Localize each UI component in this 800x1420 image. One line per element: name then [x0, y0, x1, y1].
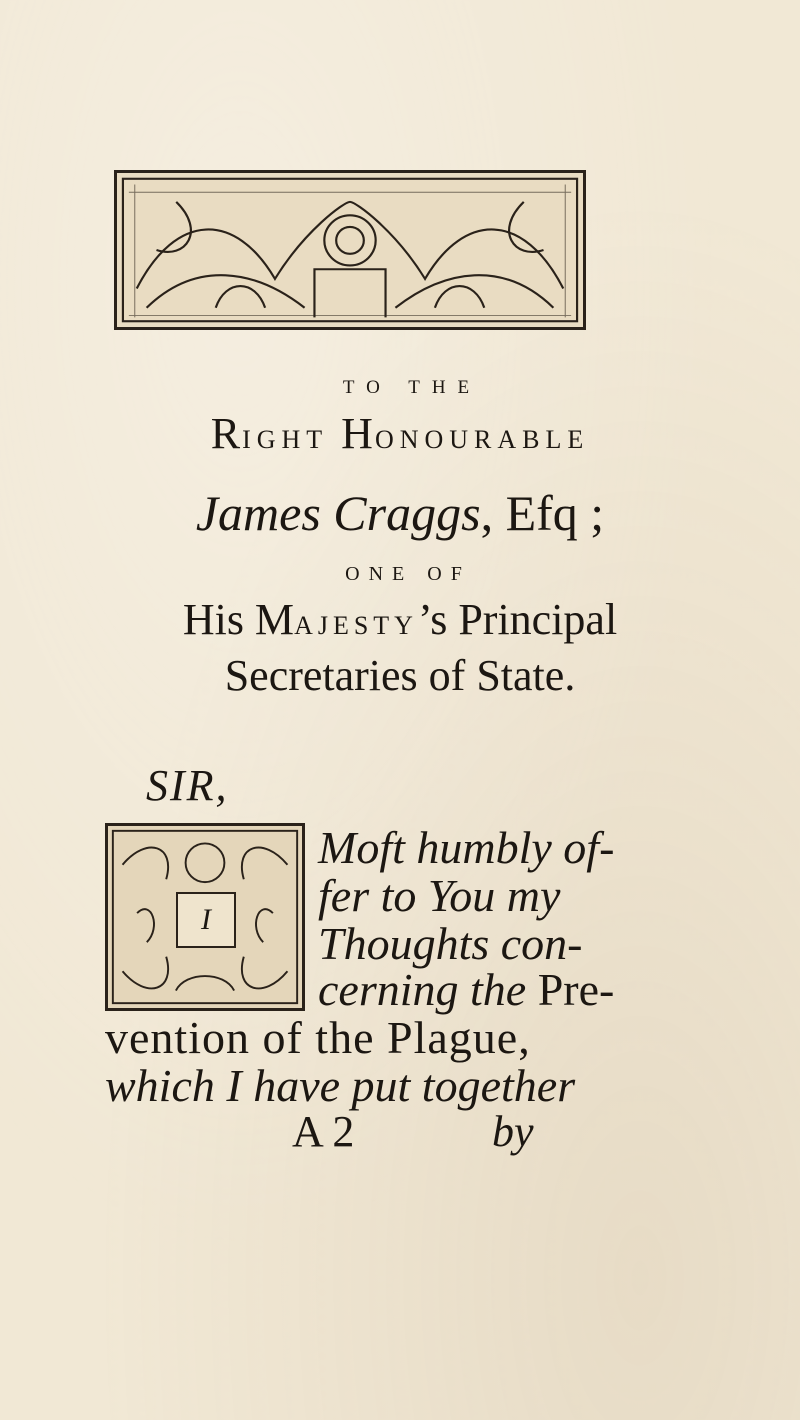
- text-line-6-content: which I have put together: [105, 1060, 576, 1111]
- addressee-name: [0, 484, 800, 542]
- text-line-2: [318, 869, 560, 922]
- text-line-4: [318, 963, 614, 1016]
- signature-mark: A 2: [292, 1107, 355, 1156]
- honourable-initial: H: [341, 409, 375, 458]
- one-of-line: ONE OF: [345, 563, 471, 585]
- text-line-6: [105, 1059, 625, 1112]
- text-line-2-content: fer to You my: [318, 870, 561, 921]
- text-line-1-content: Moft humbly of-: [318, 822, 615, 873]
- majesty-smallcaps: AJESTY: [294, 611, 418, 640]
- to-the-line: TO THE: [342, 377, 482, 398]
- honourable-rest: ONOURABLE: [374, 425, 590, 454]
- decorative-headpiece: [114, 170, 586, 330]
- majesty-his: His M: [182, 595, 295, 644]
- right-rest: IGHT: [242, 425, 329, 454]
- decorated-initial: [105, 823, 305, 1011]
- text-line-4-italic: cerning the: [318, 964, 527, 1015]
- text-line-5: vention of the Plague,: [105, 1012, 531, 1063]
- addressee-title: [0, 408, 800, 459]
- name-italic: James Craggs: [195, 485, 481, 541]
- text-line-4-roman: Pre-: [526, 964, 615, 1015]
- name-suffix: , Efq ;: [480, 485, 605, 541]
- right-initial: R: [210, 409, 243, 458]
- catchword: by: [492, 1107, 534, 1156]
- salutation: SIR,: [146, 761, 229, 810]
- majesty-rest: ’s Principal: [417, 595, 618, 644]
- text-line-1: [318, 821, 614, 874]
- secretaries-line: Secretaries of State.: [224, 651, 576, 700]
- text-line-3-content: Thoughts con-: [318, 918, 583, 969]
- initial-letter: I: [176, 892, 236, 948]
- majesty-line: [0, 594, 800, 645]
